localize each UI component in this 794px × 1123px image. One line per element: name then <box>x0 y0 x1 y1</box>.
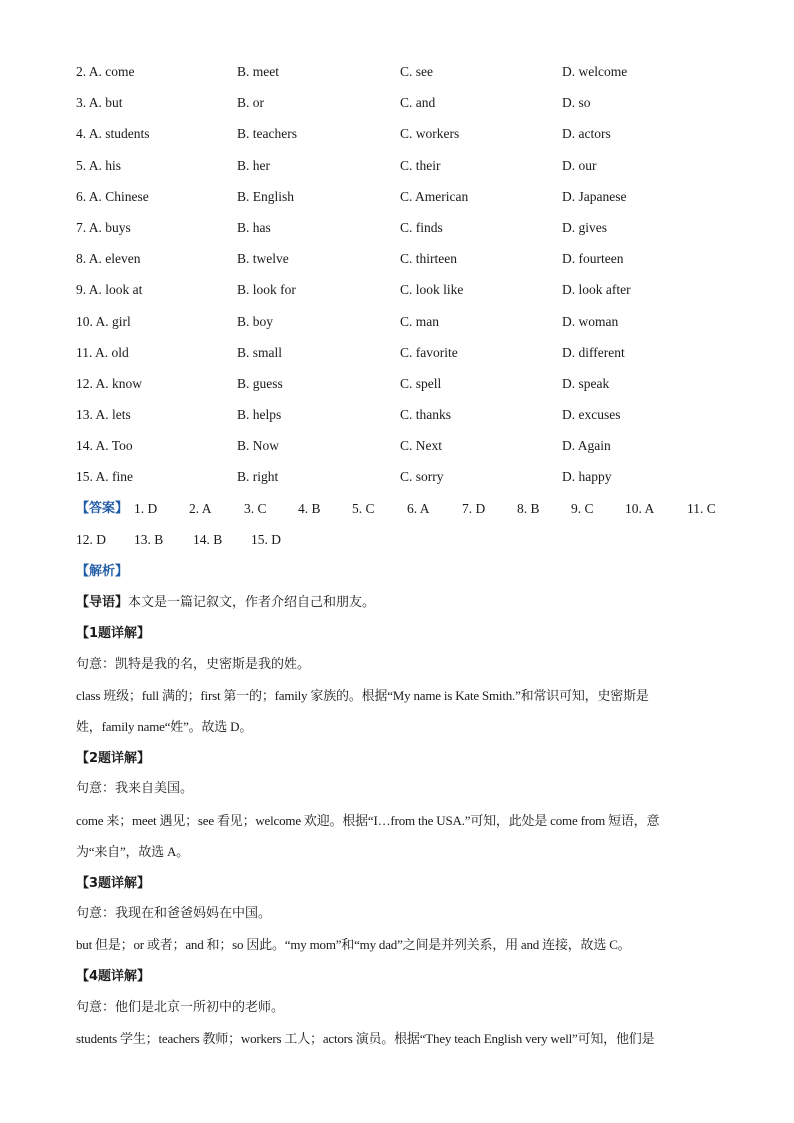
option-a: 2. A. come <box>76 64 135 79</box>
q1-heading: 【1题详解】 <box>76 626 151 642</box>
option-d: D. Again <box>562 438 611 454</box>
option-c: C. favorite <box>400 344 458 360</box>
option-a: 15. A. fine <box>76 469 133 485</box>
q4-heading-line <box>76 966 726 997</box>
analysis-section <box>76 561 726 1060</box>
options-table <box>76 62 736 499</box>
option-c: C. workers <box>400 126 460 142</box>
option-d: D. welcome <box>562 64 628 79</box>
options-row-15 <box>76 467 736 498</box>
option-d: D. fourteen <box>562 251 624 267</box>
q4-explanation-1: students 学生；teachers 教师；workers 工人；actors 演员。根据“They teach English very well”可知，他们是 <box>76 1030 655 1046</box>
option-b: B. has <box>237 219 271 235</box>
option-b: B. or <box>237 95 264 111</box>
option-c: C. finds <box>400 219 443 235</box>
answer-item: 8. B <box>517 501 540 516</box>
intro-text: 本文是一篇记叙文，作者介绍自己和朋友。 <box>128 595 376 611</box>
options-row-11 <box>76 343 736 374</box>
options-row-14 <box>76 436 736 467</box>
option-b: B. small <box>237 344 283 360</box>
options-row-12 <box>76 374 736 405</box>
answer-item: 7. D <box>462 501 486 516</box>
option-d: D. happy <box>562 469 612 485</box>
option-a: 6. A. Chinese <box>76 188 149 204</box>
q2-heading-line <box>76 748 726 779</box>
option-a: 7. A. buys <box>76 219 131 235</box>
answer-item: 5. C <box>352 501 375 516</box>
answer-label: 【答案】 <box>76 501 129 516</box>
options-row-8 <box>76 249 736 280</box>
answer-item: 3. C <box>244 501 267 516</box>
q4-heading: 【4题详解】 <box>76 969 151 985</box>
q1-explanation-1: class 班级；full 满的；first 第一的；family 家族的。根据“My name is Kate Smith.”和常识可知，史密斯是 <box>76 687 649 703</box>
option-b: B. her <box>237 157 270 173</box>
options-row-5 <box>76 156 736 187</box>
analysis-heading: 【解析】 <box>76 564 129 579</box>
option-a: 3. A. but <box>76 95 123 111</box>
option-d: D. so <box>562 95 591 111</box>
answer-item: 10. A <box>625 501 655 516</box>
options-row-10 <box>76 312 736 343</box>
option-c: C. American <box>400 188 469 204</box>
options-row-13 <box>76 405 736 436</box>
q2-explanation-1: come 来；meet 遇见；see 看见；welcome 欢迎。根据“I…from the USA.”可知，此处是 come from 短语，意 <box>76 812 660 828</box>
q3-sentence: 句意：我现在和爸爸妈妈在中国。 <box>76 906 272 922</box>
answer-item: 14. B <box>193 532 223 548</box>
analysis-heading-line <box>76 561 726 592</box>
options-row-6 <box>76 187 736 218</box>
option-b: B. English <box>237 188 295 204</box>
option-b: B. helps <box>237 407 282 423</box>
q3-explanation-1: but 但是；or 或者；and 和；so 因此。“my mom”和“my dad”之间是并列关系，用 and 连接，故选 C。 <box>76 937 631 953</box>
intro-label: 【导语】 <box>76 595 129 611</box>
option-b: B. twelve <box>237 251 289 267</box>
q2-sentence: 句意：我来自美国。 <box>76 781 194 797</box>
answer-item: 12. D <box>76 532 106 548</box>
q1-sentence: 句意：凯特是我的名，史密斯是我的姓。 <box>76 656 311 672</box>
q2-explanation-2: 为“来自”，故选 A。 <box>76 843 189 859</box>
option-a: 13. A. lets <box>76 407 131 423</box>
option-a: 11. A. old <box>76 344 129 360</box>
q1-explanation-2: 姓，family name“姓”。故选 D。 <box>76 718 253 734</box>
option-c: C. see <box>400 64 433 79</box>
option-b: B. right <box>237 469 279 485</box>
option-d: D. excuses <box>562 407 621 423</box>
option-a: 4. A. students <box>76 126 150 142</box>
option-a: 9. A. look at <box>76 282 143 298</box>
option-c: C. their <box>400 157 441 173</box>
option-a: 12. A. know <box>76 375 143 391</box>
option-b: B. Now <box>237 438 280 454</box>
option-a: 10. A. girl <box>76 313 131 329</box>
option-c: C. sorry <box>400 469 444 485</box>
option-c: C. and <box>400 95 436 111</box>
q2-heading: 【2题详解】 <box>76 751 151 767</box>
option-b: B. look for <box>237 282 296 298</box>
option-d: D. different <box>562 344 625 360</box>
q3-heading: 【3题详解】 <box>76 875 151 891</box>
option-c: C. man <box>400 313 439 329</box>
options-row-9 <box>76 280 736 311</box>
option-a: 8. A. eleven <box>76 251 141 267</box>
answer-item: 13. B <box>134 532 164 548</box>
answer-item: 11. C <box>687 501 716 516</box>
option-d: D. Japanese <box>562 188 627 204</box>
option-c: C. spell <box>400 375 442 391</box>
option-d: D. our <box>562 157 597 173</box>
answer-line-2 <box>76 530 736 561</box>
answer-item: 4. B <box>298 501 321 516</box>
option-d: D. look after <box>562 282 631 298</box>
option-b: B. meet <box>237 64 279 79</box>
option-c: C. thirteen <box>400 251 457 267</box>
q3-heading-line <box>76 873 726 904</box>
option-b: B. boy <box>237 313 274 329</box>
option-b: B. guess <box>237 375 283 391</box>
options-row-3 <box>76 93 736 124</box>
option-b: B. teachers <box>237 126 297 142</box>
options-row-4 <box>76 124 736 155</box>
intro-line <box>76 592 726 623</box>
option-d: D. gives <box>562 219 607 235</box>
options-row-2 <box>76 62 736 93</box>
q4-sentence: 句意：他们是北京一所初中的老师。 <box>76 999 285 1015</box>
answer-item: 15. D <box>251 532 281 548</box>
answer-key <box>76 499 736 561</box>
options-row-7 <box>76 218 736 249</box>
option-c: C. Next <box>400 438 442 454</box>
option-a: 5. A. his <box>76 157 122 173</box>
option-d: D. actors <box>562 126 611 142</box>
option-d: D. speak <box>562 375 610 391</box>
answer-item: 1. D <box>134 501 158 516</box>
option-d: D. woman <box>562 313 619 329</box>
answer-item: 2. A <box>189 501 212 516</box>
option-c: C. thanks <box>400 407 452 423</box>
answer-item: 9. C <box>571 501 594 516</box>
answer-item: 6. A <box>407 501 430 516</box>
option-c: C. look like <box>400 282 464 298</box>
q1-heading-line <box>76 623 726 654</box>
option-a: 14. A. Too <box>76 438 133 454</box>
answer-line-1 <box>76 499 736 530</box>
